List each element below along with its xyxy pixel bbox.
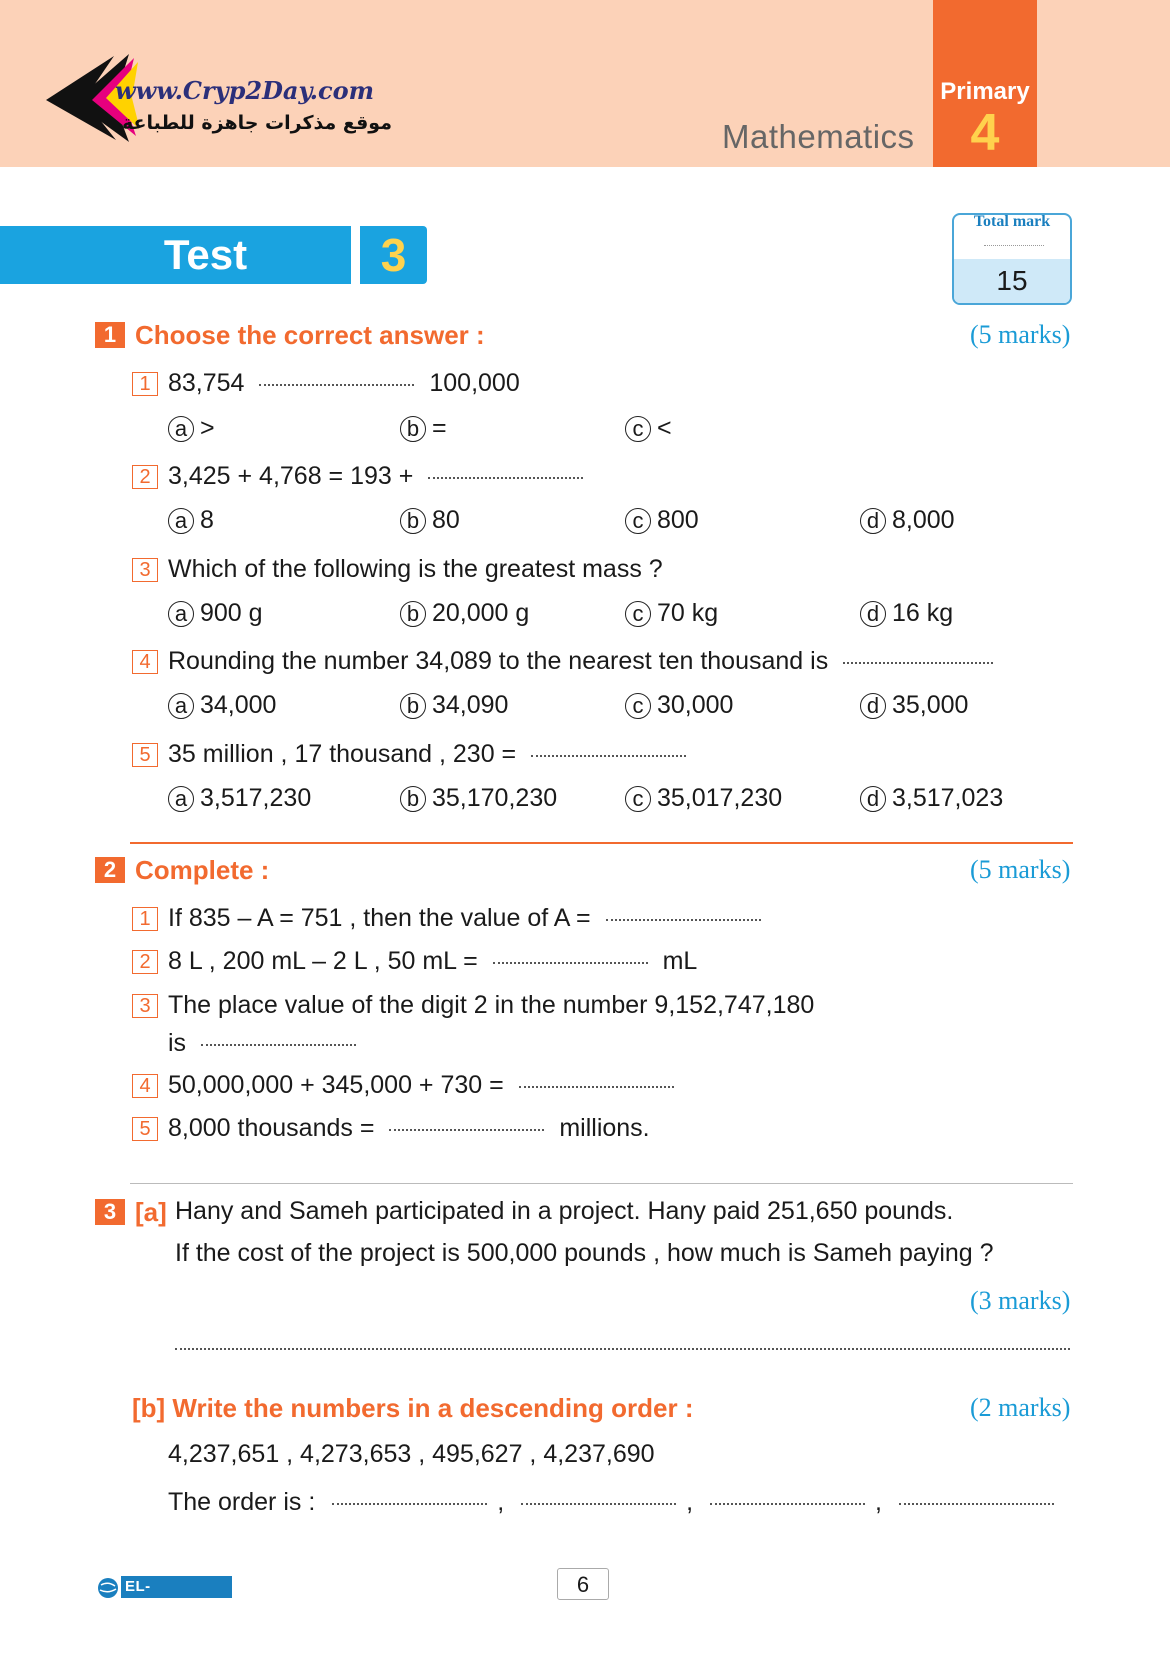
question-text-pre: Rounding the number 34,089 to the nearest ten thousand is <box>168 647 829 675</box>
problem-text-line1: Hany and Sameh participated in a project. Hany paid 251,650 pounds. <box>175 1197 954 1225</box>
option-text: < <box>657 414 672 442</box>
section-divider <box>130 842 1073 844</box>
part-a-label: [a] <box>135 1197 167 1227</box>
total-mark-box <box>952 213 1072 305</box>
publisher-name: EL-MOASSER <box>121 1576 232 1598</box>
subquestion-number: 1 <box>132 907 158 931</box>
option-text: 70 kg <box>657 599 719 627</box>
option-letter: d <box>860 508 886 534</box>
part-b-title: [b] Write the numbers in a descending order : <box>132 1393 694 1423</box>
option-letter: d <box>860 601 886 627</box>
option-letter: c <box>625 693 651 719</box>
question-text: The place value of the digit 2 in the number 9,152,747,180 <box>168 991 815 1019</box>
separator: , <box>686 1488 694 1516</box>
option-letter: a <box>168 508 194 534</box>
option-c[interactable] <box>625 414 672 443</box>
option-letter: c <box>625 601 651 627</box>
subquestion-number: 4 <box>132 650 158 674</box>
section-divider <box>130 1183 1073 1184</box>
option-letter: b <box>400 508 426 534</box>
option-a[interactable] <box>168 691 276 720</box>
answer-blank[interactable] <box>332 1502 487 1505</box>
option-c[interactable] <box>625 784 782 813</box>
question-marks: (3 marks) <box>970 1286 1071 1315</box>
answer-line[interactable] <box>175 1347 1070 1350</box>
subquestion-number: 3 <box>132 994 158 1018</box>
question-number: 3 <box>95 1199 125 1225</box>
question-text <box>168 369 520 398</box>
answer-blank[interactable] <box>493 961 648 964</box>
option-c[interactable] <box>625 691 733 720</box>
option-text: 3,517,230 <box>200 784 312 812</box>
question-title: Complete : <box>135 855 270 885</box>
option-b[interactable] <box>400 784 557 813</box>
option-text: 20,000 g <box>432 599 530 627</box>
question-text-pre: 8,000 thousands = <box>168 1114 375 1142</box>
option-text: 8 <box>200 506 214 534</box>
option-text: 16 kg <box>892 599 954 627</box>
answer-blank[interactable] <box>519 1085 674 1088</box>
option-text: 8,000 <box>892 506 955 534</box>
subquestion-number: 4 <box>132 1074 158 1098</box>
grade-number: 4 <box>970 104 1000 162</box>
subquestion-number: 2 <box>132 465 158 489</box>
test-number: 3 <box>360 226 427 284</box>
question-title: Choose the correct answer : <box>135 320 485 350</box>
option-letter: a <box>168 693 194 719</box>
option-letter: c <box>625 508 651 534</box>
question-marks: (5 marks) <box>970 320 1071 349</box>
option-text: 3,517,023 <box>892 784 1004 812</box>
question-text: Which of the following is the greatest mass ? <box>168 555 663 583</box>
order-label: The order is : <box>168 1488 316 1516</box>
option-d[interactable] <box>860 691 968 720</box>
order-answer-row <box>168 1488 1054 1517</box>
subject-title: Mathematics <box>722 118 915 155</box>
answer-blank[interactable] <box>606 918 761 921</box>
option-letter: a <box>168 416 194 442</box>
question-text-pre: is <box>168 1029 187 1057</box>
site-url[interactable]: www.Cryp2Day.com <box>115 76 375 105</box>
option-letter: c <box>625 416 651 442</box>
option-text: 35,017,230 <box>657 784 783 812</box>
subquestion-number: 1 <box>132 372 158 396</box>
option-d[interactable] <box>860 506 955 535</box>
option-b[interactable] <box>400 506 460 535</box>
option-text: 30,000 <box>657 691 734 719</box>
subquestion-number: 3 <box>132 558 158 582</box>
answer-blank[interactable] <box>531 754 686 757</box>
answer-blank[interactable] <box>201 1043 356 1046</box>
question-text-continued <box>168 1029 356 1058</box>
option-letter: b <box>400 786 426 812</box>
question-text <box>168 1071 674 1100</box>
option-a[interactable] <box>168 414 215 443</box>
separator: , <box>497 1488 505 1516</box>
page-number: 6 <box>557 1568 609 1600</box>
publisher-logo <box>97 1576 232 1617</box>
option-a[interactable] <box>168 506 214 535</box>
total-mark-value: 15 <box>954 259 1070 303</box>
option-letter: b <box>400 693 426 719</box>
option-letter: a <box>168 601 194 627</box>
question-text <box>168 904 761 933</box>
question-number: 2 <box>95 857 125 883</box>
option-c[interactable] <box>625 599 718 628</box>
subquestion-number: 2 <box>132 950 158 974</box>
subquestion-number: 5 <box>132 1117 158 1141</box>
option-text: 900 g <box>200 599 263 627</box>
option-text: 35,170,230 <box>432 784 558 812</box>
question-marks: (2 marks) <box>970 1393 1071 1422</box>
answer-blank[interactable] <box>843 661 993 664</box>
separator: , <box>875 1488 882 1516</box>
question-text-post: mL <box>662 947 698 975</box>
option-letter: d <box>860 693 886 719</box>
question-text-pre: 35 million , 17 thousand , 230 = <box>168 740 517 768</box>
option-d[interactable] <box>860 599 953 628</box>
answer-blank[interactable] <box>259 383 414 386</box>
option-text: 80 <box>432 506 460 534</box>
option-text: 34,000 <box>200 691 277 719</box>
option-b[interactable] <box>400 414 447 443</box>
option-letter: d <box>860 786 886 812</box>
test-title: Test <box>0 226 351 284</box>
option-text: 35,000 <box>892 691 969 719</box>
option-text: 800 <box>657 506 699 534</box>
question-text <box>168 647 993 676</box>
answer-blank[interactable] <box>899 1502 1054 1505</box>
question-text-pre: 8 L , 200 mL – 2 L , 50 mL = <box>168 947 478 975</box>
question-text-post: millions. <box>559 1114 650 1142</box>
question-text <box>168 947 697 976</box>
question-text <box>168 740 686 769</box>
answer-blank[interactable] <box>710 1502 865 1505</box>
grade-label: Primary <box>940 78 1030 105</box>
question-text-pre: 50,000,000 + 345,000 + 730 = <box>168 1071 504 1099</box>
option-letter: c <box>625 786 651 812</box>
subquestion-number: 5 <box>132 743 158 767</box>
option-b[interactable] <box>400 599 529 628</box>
option-text: > <box>200 414 215 442</box>
total-mark-label: Total mark <box>973 213 1051 230</box>
problem-text-line2: If the cost of the project is 500,000 pounds , how much is Sameh paying ? <box>175 1239 994 1267</box>
question-text <box>168 462 583 491</box>
question-text-post: 100,000 <box>429 369 520 397</box>
option-letter: b <box>400 416 426 442</box>
grade-badge <box>933 0 1037 167</box>
question-text-pre: 83,754 <box>168 369 245 397</box>
option-text: 34,090 <box>432 691 509 719</box>
answer-blank[interactable] <box>389 1128 544 1131</box>
option-b[interactable] <box>400 691 508 720</box>
question-marks: (5 marks) <box>970 855 1071 884</box>
option-a[interactable] <box>168 784 311 813</box>
option-a[interactable] <box>168 599 263 628</box>
option-d[interactable] <box>860 784 1003 813</box>
option-c[interactable] <box>625 506 699 535</box>
globe-icon <box>97 1577 119 1599</box>
question-text-pre: If 835 – A = 751 , then the value of A = <box>168 904 591 932</box>
number-list: 4,237,651 , 4,273,653 , 495,627 , 4,237,690 <box>168 1440 655 1468</box>
option-letter: a <box>168 786 194 812</box>
answer-blank[interactable] <box>521 1502 676 1505</box>
answer-blank[interactable] <box>428 476 583 479</box>
question-number: 1 <box>95 322 125 348</box>
question-text-pre: 3,425 + 4,768 = 193 + <box>168 462 414 490</box>
option-letter: b <box>400 601 426 627</box>
site-tagline: موقع مذكرات جاهزة للطباعة <box>122 112 392 134</box>
question-text <box>168 1114 650 1143</box>
score-blank[interactable] <box>984 245 1044 246</box>
option-text: = <box>432 414 447 442</box>
